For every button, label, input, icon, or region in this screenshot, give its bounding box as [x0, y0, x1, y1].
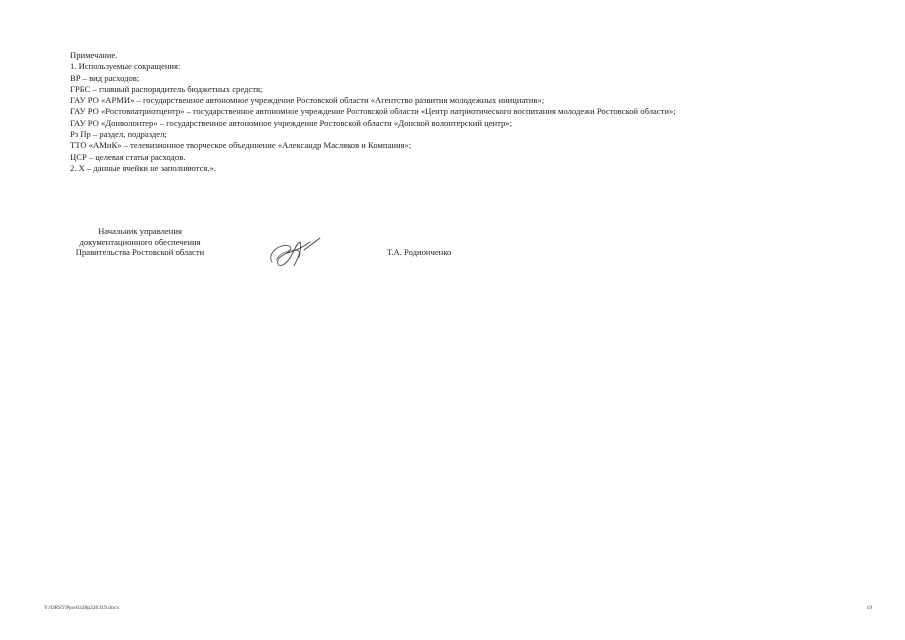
note-line: 2. Х – данные ячейки не заполняются.». [70, 162, 216, 173]
note-line: Рз Пр – раздел, подраздел; [70, 129, 167, 140]
signatory-name: Т.А. Родионченко [387, 247, 452, 257]
signatory-title-line: Начальник управления [98, 226, 182, 236]
note-line: ГАУ РО «АРМИ» – государственное автономное учреждение Ростовской области «Агентство развития молодежных инициатив»; [70, 95, 545, 106]
note-line: ЦСР – целевая статья расходов. [70, 151, 186, 162]
signatory-title-line: документационного обеспечения [79, 236, 201, 247]
note-line: 1. Используемые сокращения: [70, 61, 181, 72]
note-heading: Примечание. [70, 50, 118, 60]
note-line: ГАУ РО «Ростовпатриотцентр» – государственное автономное учреждение Ростовской области «Центр патриотического воспитания молодежи Ростовской области»; [70, 106, 676, 117]
page-number: 19 [866, 605, 872, 611]
signatory-title-line: Правительства Ростовской области [75, 247, 205, 257]
note-line: ТТО «АМиК» – телевизионное творческое объединение «Александр Масляков и Компания»; [70, 140, 412, 151]
note-line: ГРБС – главный распорядитель бюджетных средств; [70, 83, 263, 94]
signatory-title [40, 226, 240, 258]
footer-file-path: Y:\ORST\Ppo\0328p226.f19.docx [44, 605, 119, 611]
note-line: ГАУ РО «Донволонтер» – государственное автономное учреждение Ростовской области «Донской волонтерский центр»; [70, 117, 512, 128]
handwritten-signature [264, 234, 324, 270]
signature-block [40, 226, 510, 276]
note-block [70, 50, 870, 174]
note-line: ВР – вид расходов; [70, 72, 140, 83]
